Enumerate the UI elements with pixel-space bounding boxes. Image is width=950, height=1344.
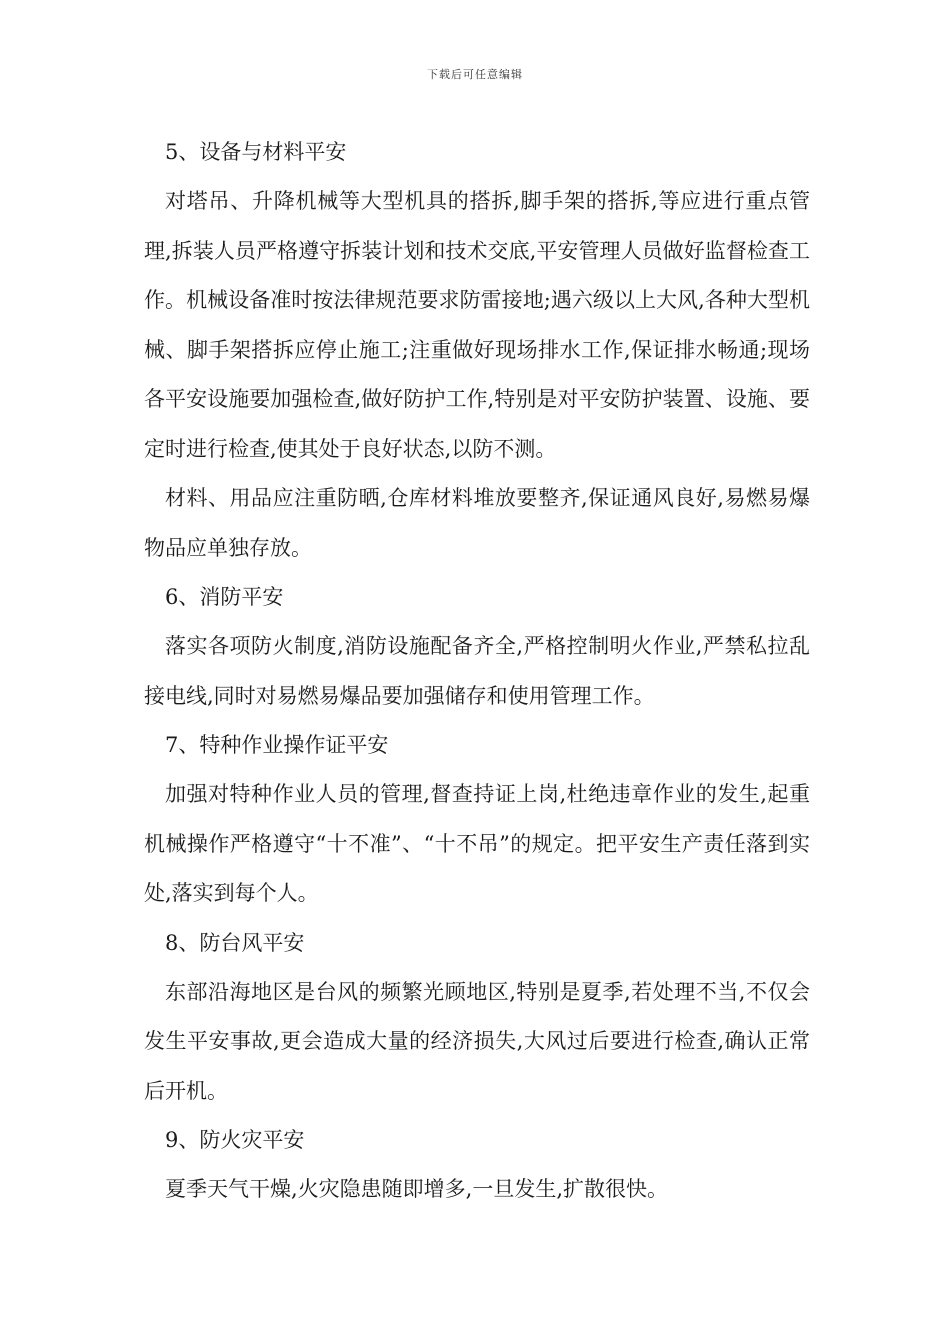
document-body (144, 128, 810, 1215)
section-paragraph: 东部沿海地区是台风的频繁光顾地区,特别是夏季,若处理不当,不仅会发生平安事故,更会造成大量的经济损失,大风过后要进行检查,确认正常后开机。 (144, 979, 810, 1103)
section-paragraph: 加强对特种作业人员的管理,督查持证上岗,杜绝违章作业的发生,起重机械操作严格遵守“十不准”、“十不吊”的规定。把平安生产责任落到实处,落实到每个人。 (144, 782, 810, 905)
section-paragraph: 落实各项防火制度,消防设施配备齐全,严格控制明火作业,严禁私拉乱接电线,同时对易燃易爆品要加强储存和使用管理工作。 (144, 634, 810, 708)
section-fire-protection (144, 573, 810, 721)
section-special-operations (144, 721, 810, 919)
page-header-note: 下载后可任意编辑 (427, 68, 523, 81)
section-heading: 5、设备与材料平安 (165, 140, 347, 164)
section-heading: 8、防台风平安 (165, 930, 305, 955)
section-paragraph: 材料、用品应注重防晒,仓库材料堆放要整齐,保证通风良好,易燃易爆物品应单独存放。 (144, 486, 810, 560)
section-paragraph: 对塔吊、升降机械等大型机具的搭拆,脚手架的搭拆,等应进行重点管理,拆装人员严格遵守拆装计划和技术交底,平安管理人员做好监督检查工作。机械设备准时按法律规范要求防雷接地;遇六级以上大风,各种大型机械、脚手架搭拆应停止施工;注重做好现场排水工作,保证排水畅通;现场各平安设施要加强检查,做好防护工作,特别是对平安防护装置、设施、要定时进行检查,使其处于良好状态,以防不测。 (144, 189, 810, 461)
section-equipment-materials (144, 128, 810, 573)
section-fire-disaster-safety (144, 1116, 810, 1215)
section-paragraph: 夏季天气干燥,火灾隐患随即增多,一旦发生,扩散很快。 (165, 1177, 669, 1201)
section-typhoon-safety (144, 919, 810, 1117)
section-heading: 7、特种作业操作证平安 (165, 733, 389, 757)
section-heading: 6、消防平安 (165, 585, 284, 609)
section-heading: 9、防火灾平安 (165, 1128, 305, 1152)
